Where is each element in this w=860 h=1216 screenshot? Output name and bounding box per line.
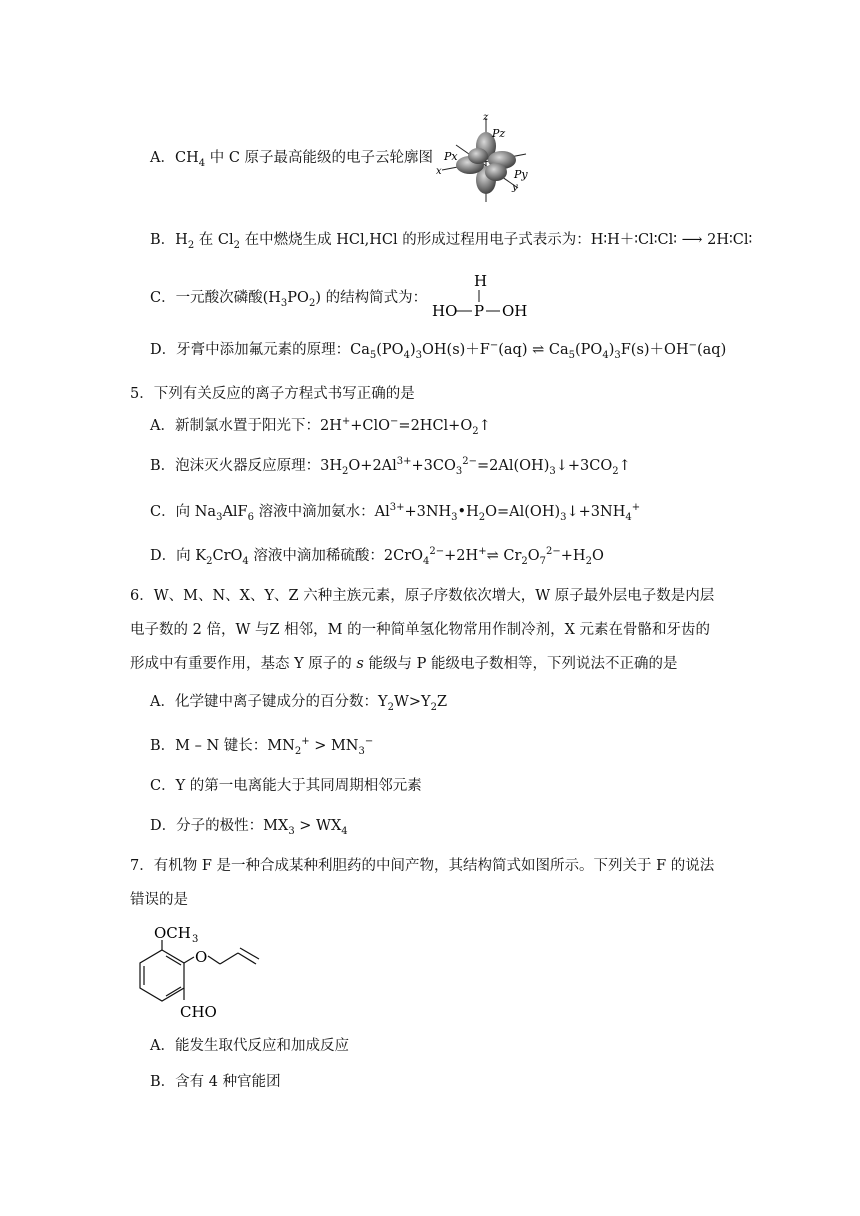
svg-text:3: 3: [192, 934, 199, 945]
q5-stem: 5．下列有关反应的离子方程式书写正确的是: [130, 386, 415, 402]
compound-f-structure: [126, 920, 286, 1030]
q5-option-c: C．向 $Na_3AlF_6$ 溶液中滴加氨水：$Al^{3+}+3NH_3•H_2O=Al(OH)_3↓+3NH_4^+$: [150, 502, 641, 523]
q6-stem-line2: 电子数的 2 倍，W 与Z 相邻，M 的一种简单氢化物常用作制冷剂，X 元素在骨骼和牙齿的: [130, 622, 711, 638]
q5-option-b: B．泡沫灭火器反应原理：$3H_2O+2Al^{3+}+3CO_3^{2-}=2Al(OH)_3↓+3CO_2↑$: [150, 456, 631, 477]
q6-option-a: A．化学键中离子键成分的百分数：$Y_2W>Y_2Z$: [150, 694, 448, 713]
svg-text:OH: OH: [502, 302, 528, 320]
equilibrium-arrow-icon: ⇌: [486, 548, 504, 564]
q4-option-a: A．$CH_4$ 中 C 原子最高能级的电子云轮廓图: [150, 150, 434, 169]
svg-text:H: H: [474, 272, 488, 290]
svg-text:y: y: [512, 182, 518, 193]
svg-text:x: x: [436, 166, 442, 177]
q6-stem-line1: 6．W、M、N、X、Y、Z 六种主族元素，原子序数依次增大，W 原子最外层电子数是内层: [130, 588, 715, 604]
q6-option-b: B．M – N 键长：$MN_2^+ > MN_3^-$: [150, 736, 374, 757]
q4-option-b: B．$H_2$ 在 $Cl_2$ 在中燃烧生成 HCl,HCl 的形成过程用电子式表示为：H∶H＋∶Cl∶Cl∶ ⟶ 2H∶Cl∶: [150, 232, 753, 251]
reaction-arrow-icon: ⟶: [677, 232, 708, 248]
electron-formula-right: 2H∶Cl∶: [707, 232, 753, 248]
q7-stem-line2: 错误的是: [130, 892, 188, 908]
p-orbital-diagram: [436, 110, 546, 205]
electron-formula-left: H∶H＋∶Cl∶Cl∶: [590, 232, 678, 248]
q6-option-c: C．Y 的第一电离能大于其同周期相邻元素: [150, 778, 422, 794]
svg-text:Px: Px: [444, 150, 458, 163]
hypophosphorous-acid-structure: [432, 272, 532, 322]
svg-text:z: z: [483, 112, 489, 123]
q7-option-b: B．含有 4 种官能团: [150, 1074, 281, 1090]
equilibrium-arrow-icon: ⇌: [527, 342, 549, 358]
q7-stem-line1: 7．有机物 F 是一种合成某种利胆药的中间产物，其结构简式如图所示。下列关于 F 的说法: [130, 858, 715, 874]
q7-option-a: A．能发生取代反应和加成反应: [150, 1038, 349, 1054]
q5-option-a: A．新制氯水置于阳光下：$2H^++ClO^-=2HCl+O_2↑$: [150, 416, 491, 437]
svg-text:HO: HO: [432, 302, 458, 320]
svg-text:CHO: CHO: [180, 1003, 217, 1021]
q4-option-c: C．一元酸次磷酸$(H_3PO_2)$ 的结构简式为：: [150, 290, 428, 309]
svg-text:P: P: [474, 302, 485, 320]
svg-text:Pz: Pz: [492, 127, 506, 140]
svg-text:Py: Py: [514, 168, 528, 181]
svg-text:OCH: OCH: [154, 924, 191, 942]
q5-option-d: D．向 $K_2CrO_4$ 溶液中滴加稀硫酸：2CrO$_4^{2-}$+2H+⇌ $Cr_2O_7^{2-}+H_2O$: [150, 546, 604, 567]
q6-option-d: D．分子的极性：$MX_3 > WX_4$: [150, 818, 348, 837]
q4-option-d: D．牙膏中添加氟元素的原理：$Ca_5(PO_4)_3OH(s)+F^-(aq)$ ⇌ $Ca_5(PO_4)_3F(s)+OH^-(aq)$: [150, 340, 727, 361]
q6-stem-line3: 形成中有重要作用，基态 Y 原子的 s 能级与 P 能级电子数相等，下列说法不正确的是: [130, 656, 678, 672]
svg-text:O: O: [195, 948, 208, 966]
